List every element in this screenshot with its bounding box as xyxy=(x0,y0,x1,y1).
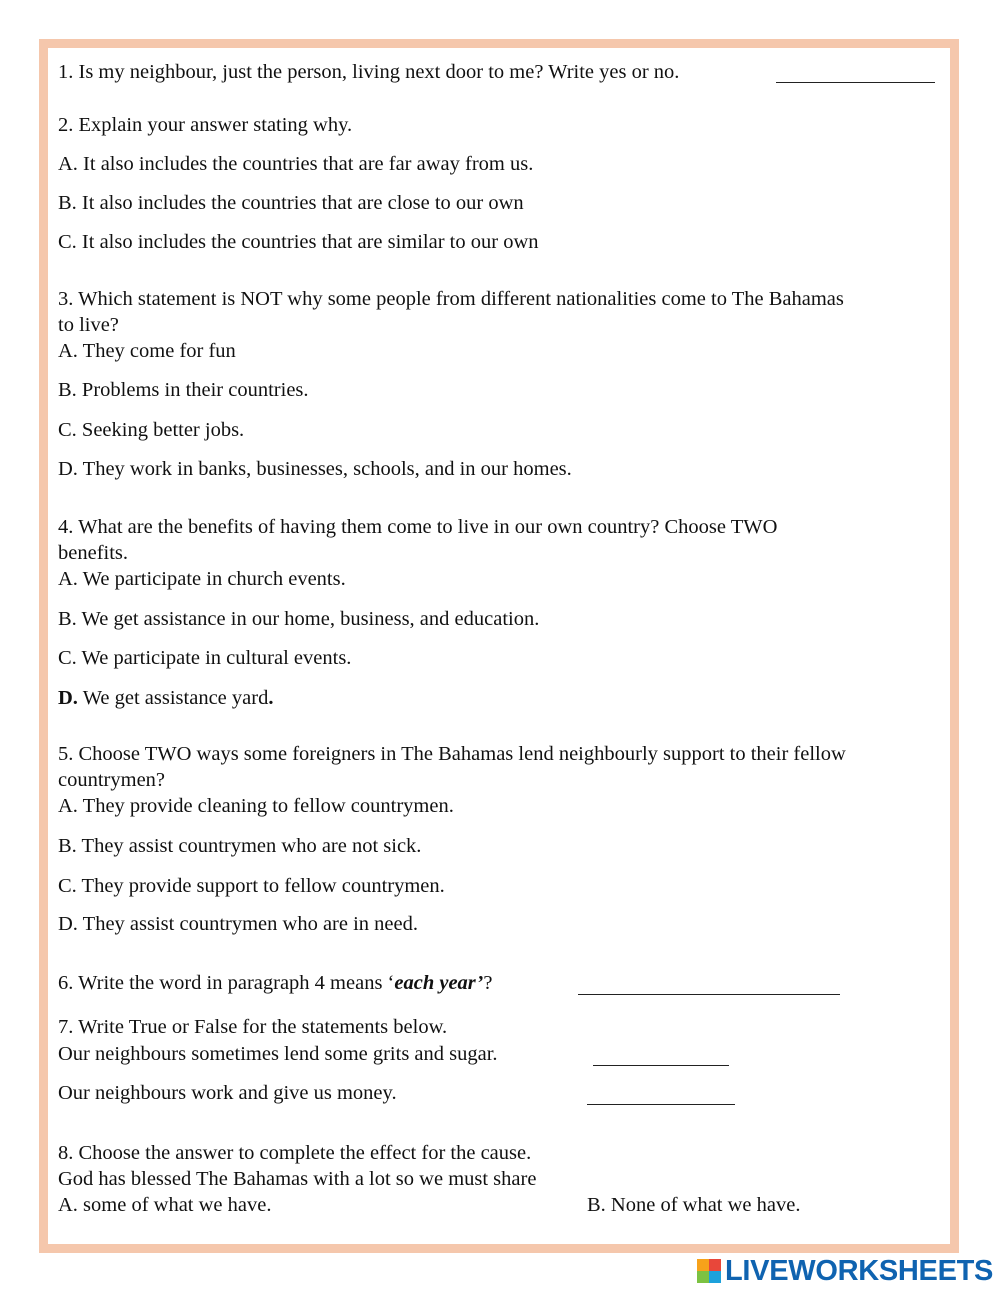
liveworksheets-logo-icon xyxy=(697,1259,721,1283)
q7-statement-1: Our neighbours sometimes lend some grits and sugar. xyxy=(58,1043,498,1065)
q4-option-d-text: We get assistance yard xyxy=(77,687,269,709)
q4-option-a[interactable]: A. We participate in church events. xyxy=(58,568,346,590)
question-2: 2. Explain your answer stating why. xyxy=(58,114,353,136)
q7-statement-2-blank[interactable] xyxy=(587,1104,735,1105)
q3-option-b[interactable]: B. Problems in their countries. xyxy=(58,379,309,401)
q6-answer-blank[interactable] xyxy=(578,994,840,995)
q3-option-c[interactable]: C. Seeking better jobs. xyxy=(58,419,245,441)
liveworksheets-logo xyxy=(697,1256,993,1286)
q6-text-post: ? xyxy=(483,972,493,994)
question-6 xyxy=(58,970,492,996)
question-5-line-1: 5. Choose TWO ways some foreigners in The Bahamas lend neighbourly support to their fellow xyxy=(58,743,846,765)
q4-option-d-period: . xyxy=(268,687,274,709)
q6-emphasis: each year’ xyxy=(394,972,484,994)
q4-option-c[interactable]: C. We participate in cultural events. xyxy=(58,647,352,669)
q2-option-a[interactable]: A. It also includes the countries that are far away from us. xyxy=(58,153,534,175)
q2-option-c[interactable]: C. It also includes the countries that are similar to our own xyxy=(58,231,539,253)
q5-option-c[interactable]: C. They provide support to fellow countrymen. xyxy=(58,875,445,897)
question-8: 8. Choose the answer to complete the effect for the cause. xyxy=(58,1142,532,1164)
question-4-line-1: 4. What are the benefits of having them come to live in our own country? Choose TWO xyxy=(58,516,778,538)
q4-option-b[interactable]: B. We get assistance in our home, business, and education. xyxy=(58,608,540,630)
q5-option-a[interactable]: A. They provide cleaning to fellow countrymen. xyxy=(58,795,454,817)
q1-answer-blank[interactable] xyxy=(776,82,935,83)
q7-statement-2: Our neighbours work and give us money. xyxy=(58,1082,397,1104)
q8-option-a[interactable]: A. some of what we have. xyxy=(58,1194,272,1216)
q7-statement-1-blank[interactable] xyxy=(593,1065,729,1066)
q6-text-pre: 6. Write the word in paragraph 4 means ‘ xyxy=(58,972,395,994)
q4-option-d-letter: D. xyxy=(58,687,78,709)
question-5-line-2: countrymen? xyxy=(58,769,166,791)
question-7: 7. Write True or False for the statements below. xyxy=(58,1016,448,1038)
question-3-line-1: 3. Which statement is NOT why some people from different nationalities come to The Bahamas xyxy=(58,288,844,310)
q5-option-b[interactable]: B. They assist countrymen who are not sick. xyxy=(58,835,422,857)
q4-option-d[interactable] xyxy=(58,685,273,711)
q8-option-b[interactable]: B. None of what we have. xyxy=(587,1194,801,1216)
question-3-line-2: to live? xyxy=(58,314,119,336)
q3-option-a[interactable]: A. They come for fun xyxy=(58,340,236,362)
q5-option-d[interactable]: D. They assist countrymen who are in need. xyxy=(58,913,418,935)
q3-option-d[interactable]: D. They work in banks, businesses, schools, and in our homes. xyxy=(58,458,572,480)
liveworksheets-wordmark: LIVEWORKSHEETS xyxy=(725,1255,994,1287)
question-1: 1. Is my neighbour, just the person, living next door to me? Write yes or no. xyxy=(58,61,680,83)
q8-cause: God has blessed The Bahamas with a lot so we must share xyxy=(58,1168,537,1190)
q2-option-b[interactable]: B. It also includes the countries that are close to our own xyxy=(58,192,524,214)
question-4-line-2: benefits. xyxy=(58,542,129,564)
